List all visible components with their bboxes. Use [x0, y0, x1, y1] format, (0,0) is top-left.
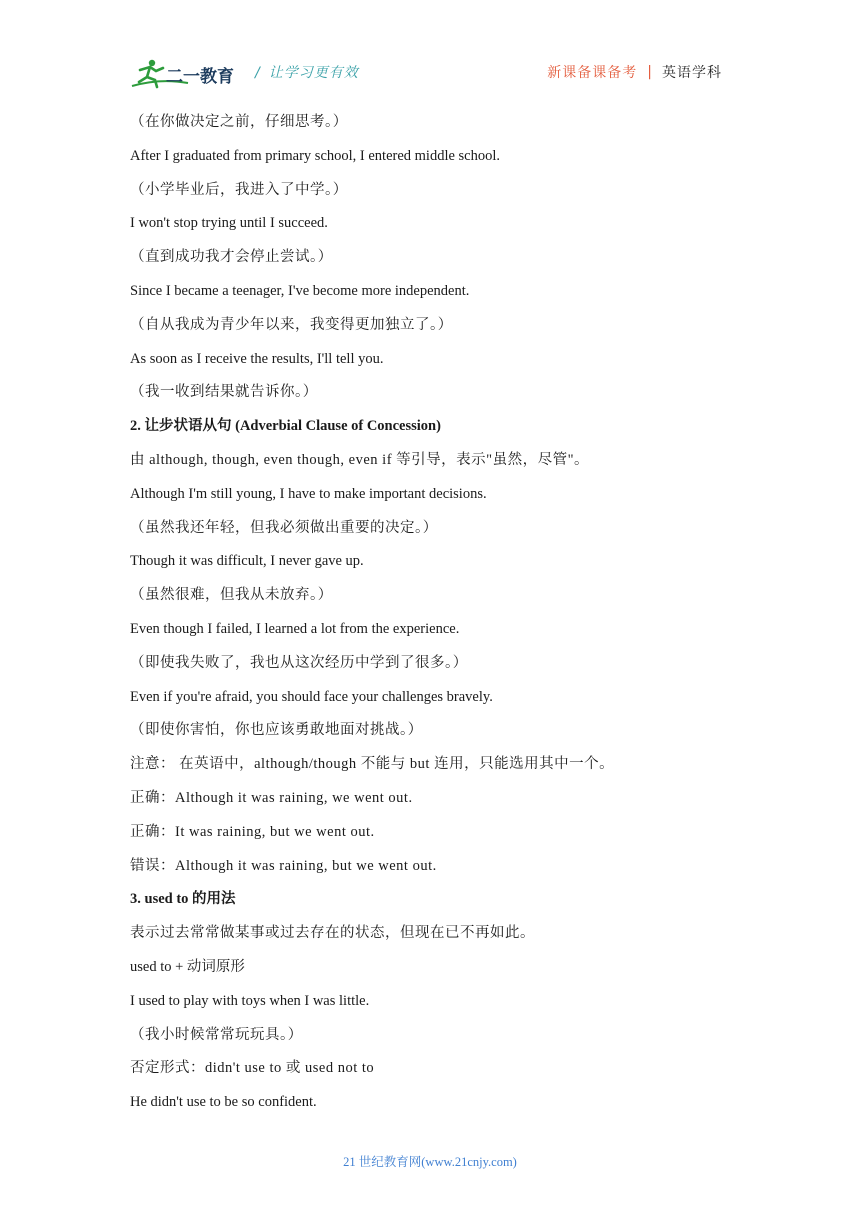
english-line: After I graduated from primary school, I entered middle school. — [130, 147, 501, 164]
english-line: Even if you're afraid, you should face your challenges bravely. — [130, 688, 493, 705]
site-logo — [130, 56, 250, 92]
chinese-line: 表示过去常常做某事或过去存在的状态，但现在已不再如此。 — [130, 925, 535, 942]
chinese-line: （即使你害怕，你也应该勇敢地面对挑战。） — [130, 722, 423, 739]
chinese-line: （我一收到结果就告诉你。） — [130, 384, 318, 401]
english-line: Though it was difficult, I never gave up. — [130, 553, 364, 570]
english-line: As soon as I receive the results, I'll tell you. — [130, 350, 384, 367]
chinese-line: 否定形式：didn't use to 或 used not to — [130, 1060, 375, 1077]
slogan: / 让学习更有效 — [255, 65, 359, 81]
header-separator: | — [647, 64, 652, 80]
chinese-line: （虽然很难，但我从未放弃。） — [130, 587, 333, 604]
chinese-line: 正确：Although it was raining, we went out. — [130, 789, 413, 806]
svg-text:二一教育: 二一教育 — [166, 67, 234, 87]
english-line: used to + 动词原形 — [130, 958, 245, 975]
english-line: I won't stop trying until I succeed. — [130, 215, 328, 232]
english-line: I used to play with toys when I was little. — [130, 992, 370, 1009]
header-right — [547, 62, 722, 82]
english-line: Although I'm still young, I have to make important decisions. — [130, 485, 487, 502]
chinese-line: （自从我成为青少年以来，我变得更加独立了。） — [130, 316, 453, 333]
subject-label: 英语学科 — [662, 65, 722, 81]
chinese-line: （我小时候常常玩玩具。） — [130, 1026, 303, 1043]
english-line: Since I became a teenager, I've become more independent. — [130, 282, 470, 299]
chinese-line: 错误：Although it was raining, but we went out. — [130, 857, 437, 874]
chinese-line: （小学毕业后，我进入了中学。） — [130, 181, 348, 198]
page-footer: 21 世纪教育网(www.21cnjy.com) — [343, 1155, 517, 1169]
chinese-line: （直到成功我才会停止尝试。） — [130, 249, 333, 266]
english-line: He didn't use to be so confident. — [130, 1094, 317, 1111]
brand-text: 新课备课备考 — [547, 65, 638, 81]
chinese-line: 注意： 在英语中，although/though 不能与 but 连用，只能选用其中一个。 — [130, 756, 615, 773]
chinese-line: （虽然我还年轻，但我必须做出重要的决定。） — [130, 519, 438, 536]
chinese-line: 正确：It was raining, but we went out. — [130, 823, 375, 840]
chinese-line: （在你做决定之前，仔细思考。） — [130, 114, 348, 130]
chinese-line: 由 although, though, even though, even if 等引导，表示"虽然，尽管"。 — [130, 451, 589, 468]
section-heading: 2. 让步状语从句 (Adverbial Clause of Concession) — [130, 418, 441, 435]
slogan-text: 让学习更有效 — [268, 65, 359, 81]
english-line: Even though I failed, I learned a lot from the experience. — [130, 620, 460, 637]
chinese-line: （即使我失败了，我也从这次经历中学到了很多。） — [130, 654, 468, 671]
page-header — [0, 0, 860, 100]
section-heading: 3. used to 的用法 — [130, 891, 236, 908]
document-body — [130, 106, 730, 1120]
